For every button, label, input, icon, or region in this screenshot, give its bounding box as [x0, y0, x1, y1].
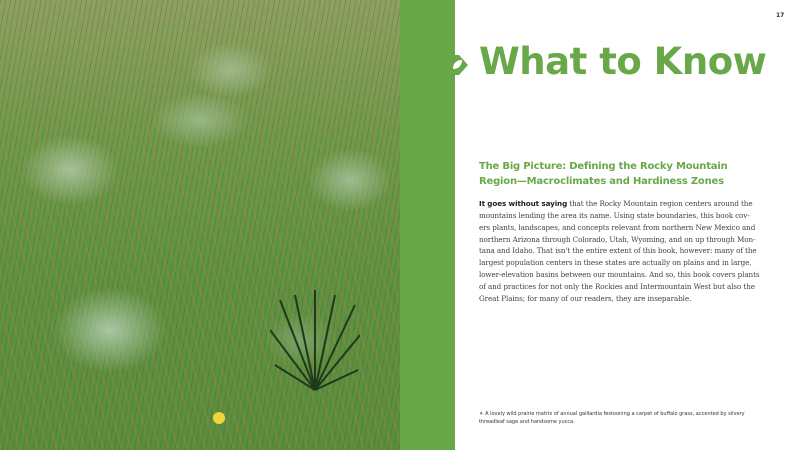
body-line: ers plants, landscapes, and concepts relevant from northern New Mexico and [479, 222, 756, 232]
body-line: northern Arizona through Colorado, Utah, Wyoming, and on up through Mon- [479, 234, 756, 244]
body-line: Great Plains; for many of our readers, they are inseparable. [479, 293, 692, 303]
caption-marker-icon: ♦ [479, 411, 484, 417]
accent-sidebar [400, 0, 455, 450]
yellow-flower [213, 412, 225, 424]
body-line [479, 198, 759, 210]
body-line: of and practices for not only the Rockies and Intermountain West but also the [479, 281, 755, 291]
body-line: tana and Idaho. That isn't the entire extent of this book, however: many of the [479, 246, 757, 256]
page-number: 17 [776, 12, 785, 19]
body-text [479, 198, 759, 305]
photo-caption [479, 410, 749, 426]
section-heading-line: The Big Picture: Defining the Rocky Mountain [479, 161, 728, 172]
caption-text: A lovely wild prairie matrix of annual gaillardia festooning a carpet of buffalo grass, accented by silvery threadleaf sage and handsome yucca. [479, 411, 745, 425]
lead-in: It goes without saying [479, 199, 568, 208]
yucca-plant-icon [270, 290, 360, 400]
body-line: largest population centers in these states are actually on plains and in large, [479, 258, 752, 268]
section-heading-line: Region—Macroclimates and Hardiness Zones [479, 176, 724, 187]
page-title: What to Know [479, 40, 767, 83]
body-line: mountains lending the area its name. Using state boundaries, this book cov- [479, 210, 750, 220]
section-heading [479, 159, 728, 189]
leaf-chevron-icon [449, 55, 469, 75]
body-line: lower-elevation basins between our mountains. And so, this book covers plants [479, 270, 760, 280]
body-line-text: that the Rocky Mountain region centers around the [567, 199, 753, 208]
